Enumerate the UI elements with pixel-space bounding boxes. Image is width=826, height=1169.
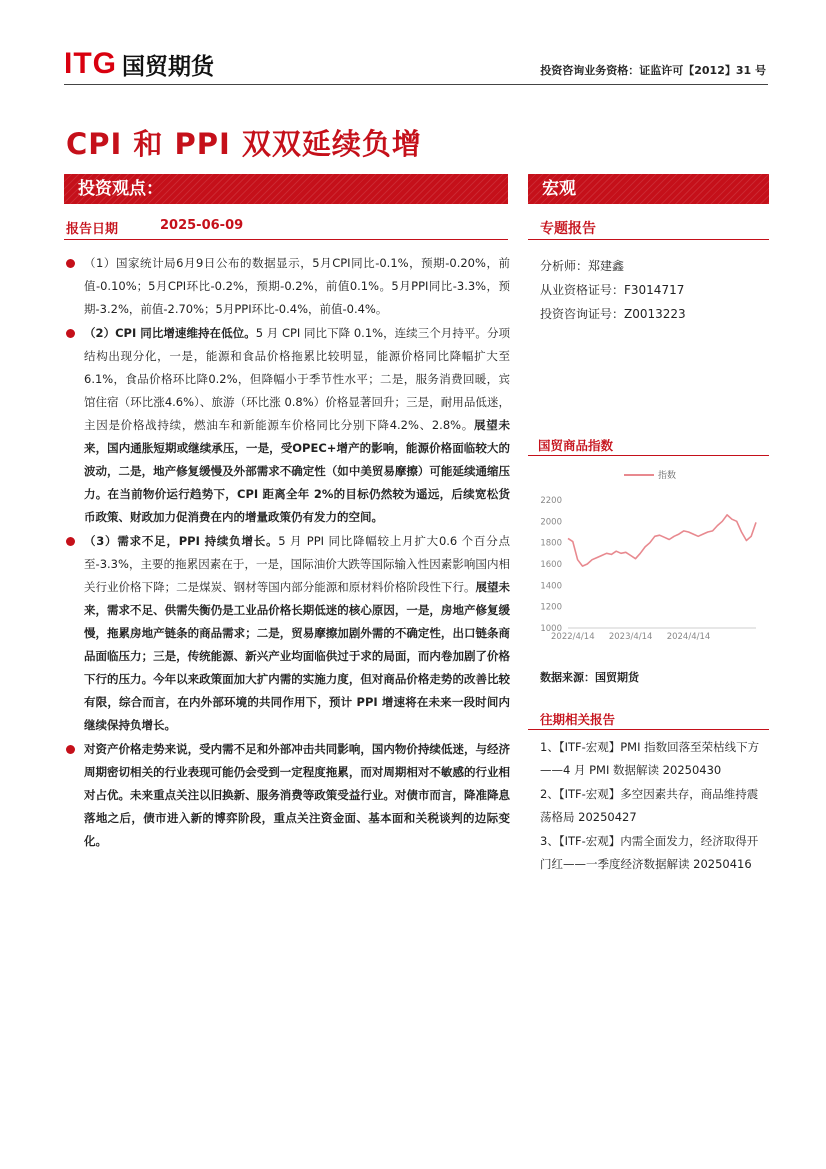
text-segment: 展望未来，需求不足、供需失衡仍是工业品价格长期低迷的核心原因，一是，房地产修复缓慢，拖累房地产链条的商品需求；二是，贸易摩擦加剧外需的不确定性，出口链条商品面临压力；三是，传统能源、新兴产业均面临供过于求的局面，而内卷加剧了价格下行的压力。今年以来政策面加大扩内需的实施力度，但对商品价格走势的改善比较有限，综合而言，在内外部环境的共同作用下，预计 PPI 增速将在未来一段时间内继续保持负增长。 [84,580,510,732]
y-tick-label: 1000 [540,624,562,634]
paragraph-2-text [84,326,510,524]
text-segment: （1）国家统计局6月9日公布的数据显示，5月CPI同比-0.1%，预期-0.20%，前值-0.10%；5月CPI环比-0.2%，预期-0.2%，前值0.1%。5月PPI同比-3.3%，预期-3.2%，前值-2.70%；5月PPI环比-0.4%，前值-0.4%。 [84,256,510,316]
analyst-info [540,254,686,326]
analyst-qualification: 从业资格证号：F3014717 [540,283,685,297]
related-reports-heading [528,704,769,730]
related-report-item[interactable]: 2、【ITF-宏观】多空因素共存，商品维持震荡格局 20250427 [540,787,759,824]
header-divider [64,84,768,85]
logo-company-name: 国贸期货 [122,53,214,80]
logo-itg-text: ITG [64,47,117,80]
analyst-name: 分析师：郑建鑫 [540,259,625,273]
report-type-row [528,210,769,240]
text-segment: 5 月 CPI 同比下降 0.1%，连续三个月持平。分项结构出现分化，一是，能源和食品价格拖累比较明显，能源价格同比降幅扩大至6.1%，食品价格环比降0.2%，但降幅小于季节性水平；二是，服务消费回暖，宾馆住宿（环比涨4.6%）、旅游（环比涨 0.8%）价格显著回升；三是，耐用品低迷，主因是价格战持续，燃油车和新能源车价格同比分别下降4.2%、2.8%。 [84,326,510,432]
y-tick-label: 1200 [540,602,562,613]
report-title: CPI 和 PPI 双双延续负增 [66,127,422,161]
related-reports-heading-label: 往期相关报告 [540,712,616,727]
commodity-index-chart [528,460,769,650]
legend-label: 指数 [658,471,677,481]
report-type-label: 专题报告 [540,221,596,237]
paragraph-4-text [84,742,510,848]
report-body [62,252,510,854]
y-tick-label: 2200 [540,496,562,506]
y-tick-label: 1600 [540,560,562,570]
report-date-row [64,210,508,240]
text-segment: （2）CPI 同比增速维持在低位。 [84,326,256,340]
index-series-line [568,515,756,566]
text-segment: （3）需求不足，PPI 持续负增长。 [84,534,279,548]
text-segment: 对资产价格走势来说，受内需不足和外部冲击共同影响，国内物价持续低迷，与经济周期密切相关的行业表现可能仍会受到一定程度拖累，而对周期相对不敏感的行业相对占优。未来重点关注以旧换新、服务消费等政策受益行业。对债市而言，降准降息落地之后，债市进入新的博弈阶段，重点关注资金面、基本面和关税谈判的边际变化。 [84,742,510,848]
y-tick-label: 2000 [540,517,562,528]
company-logo [64,46,214,82]
text-segment: 5 月 PPI 同比降幅较上月扩大0.6 个百分点至-3.3%，主要的拖累因素在于，一是，国际油价大跌等国际输入性因素影响国内相关行业价格下降；二是煤炭、钢材等国内部分能源和原材料价格阶段性下行。 [84,534,510,594]
related-report-item[interactable]: 1、【ITF-宏观】PMI 指数回落至荣枯线下方——4 月 PMI 数据解读 20250430 [540,740,760,777]
chart-svg [528,460,769,650]
chart-heading-label: 国贸商品指数 [538,438,614,453]
text-segment: 展望未来，国内通胀短期或继续承压，一是，受OPEC+增产的影响，能源价格面临较大的波动，二是，地产修复缓慢及外部需求不确定性（如中美贸易摩擦）可能延续通缩压力。在当前物价运行趋势下，CPI 距离全年 2%的目标仍然较为遥远，后续宽松货币政策、财政加力促消费在内的增量政策仍有发力的空间。 [84,418,511,524]
body-paragraph-1 [62,252,510,321]
y-tick-label: 1400 [540,581,562,592]
bullet-icon [66,259,75,268]
x-tick-label: 2024/4/14 [666,632,711,642]
investment-view-bar: 投资观点： [64,174,508,204]
body-paragraph-4 [62,738,510,853]
related-report-item[interactable]: 3、【ITF-宏观】内需全面发力，经济取得开门红——一季度经济数据解读 20250416 [540,834,759,871]
related-reports-list [540,736,765,877]
report-date-label: 报告日期 [66,222,119,237]
body-paragraph-3 [62,530,510,737]
report-date-value: 2025-06-09 [160,218,244,233]
body-paragraph-2 [62,322,510,529]
paragraph-1-text [84,256,510,316]
data-source: 数据来源：国贸期货 [540,671,639,684]
bullet-icon [66,745,75,754]
category-bar: 宏观 [528,174,769,204]
x-tick-label: 2022/4/14 [551,632,595,642]
bullet-icon [66,537,75,546]
bullet-icon [66,329,75,338]
x-tick-label: 2023/4/14 [608,632,653,642]
y-tick-label: 1800 [540,538,562,549]
chart-heading [528,430,769,456]
license-statement: 投资咨询业务资格：证监许可【2012】31 号 [540,64,766,77]
analyst-advisory-license: 投资咨询证号：Z0013223 [540,307,686,321]
paragraph-3-text [84,534,510,732]
